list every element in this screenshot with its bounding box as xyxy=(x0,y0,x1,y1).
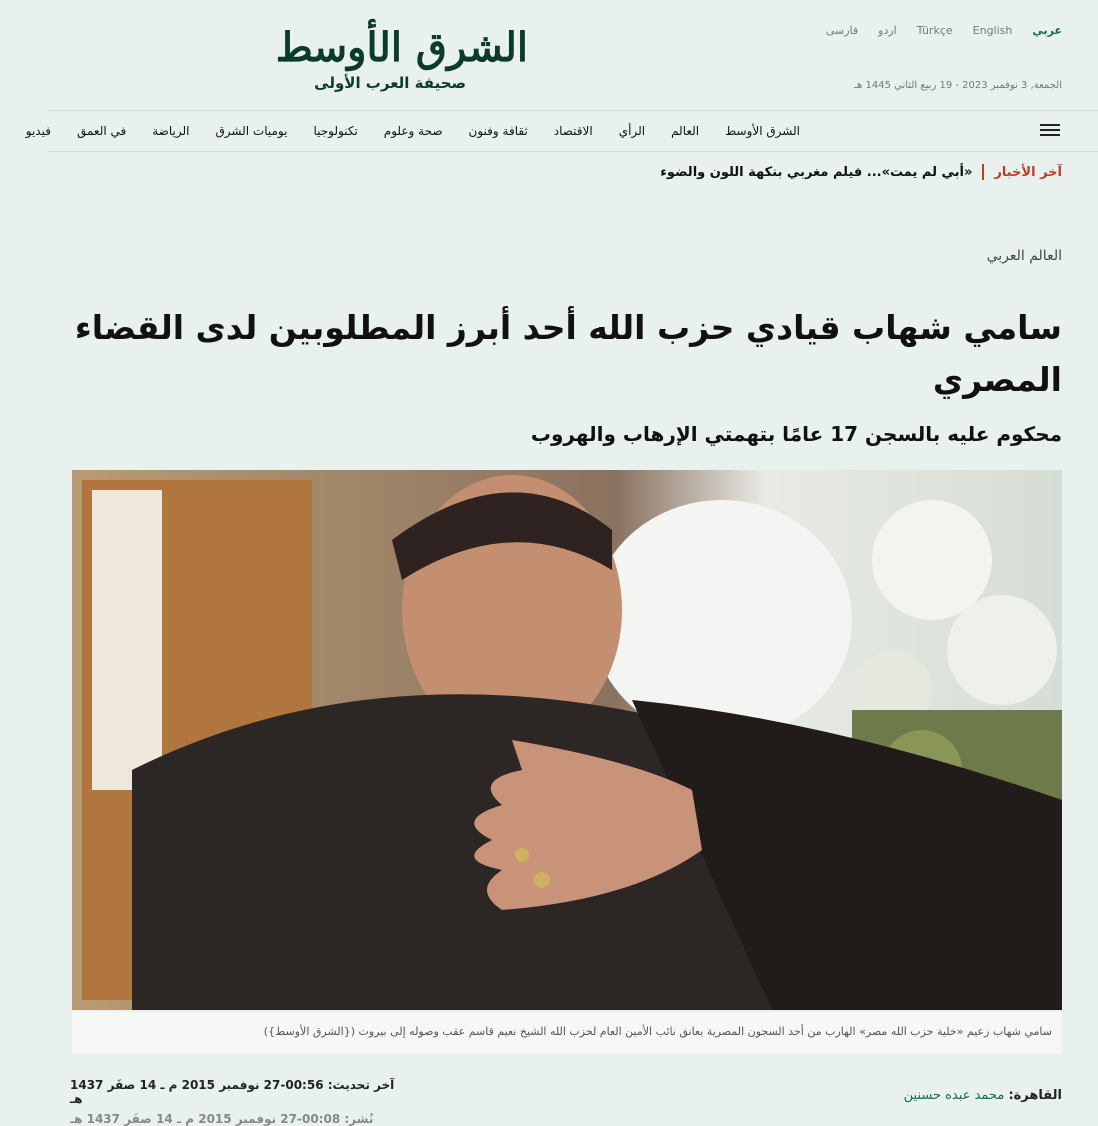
current-date: الجمعة, 3 نوفمبر 2023 - 19 ربيع الثاني 1445 هـ xyxy=(854,80,1062,91)
nav-item-daily[interactable]: يوميات الشرق xyxy=(215,124,288,138)
nav-item-in-depth[interactable]: في العمق xyxy=(76,124,127,138)
article-timestamps xyxy=(70,1078,400,1126)
language-switcher xyxy=(806,24,1062,37)
photo-caption: سامي شهاب زعيم «خلية حزب الله مصر» الهارب من أحد السجون المصرية يعانق نائب الأمين العام لحزب الله الشيخ نعيم قاسم عقب وصوله إلى بيروت ({الشرق الأوسط}) xyxy=(72,1012,1062,1054)
lang-farsi[interactable]: فارسی xyxy=(825,24,859,37)
lang-english[interactable]: English xyxy=(972,24,1013,37)
updated-time: آخر تحديث: 00:56-27 نوفمبر 2015 م ـ 14 صفَر 1437 هـ xyxy=(70,1078,395,1106)
nav-item-health[interactable]: صحة وعلوم xyxy=(383,124,443,138)
site-logo[interactable] xyxy=(236,24,528,96)
ticker-divider xyxy=(982,164,984,180)
nav-item-economy[interactable]: الاقتصاد xyxy=(553,124,593,138)
main-nav xyxy=(25,110,1098,152)
logo-wordmark xyxy=(276,24,528,72)
ticker-headline[interactable]: «أبي لم يمت»... فيلم مغربي بنكهة اللون والضوء xyxy=(660,164,973,180)
byline-city: القاهرة: xyxy=(1008,1088,1062,1103)
published-time: نُشر: 00:08-27 نوفمبر 2015 م ـ 14 صفَر 1437 هـ xyxy=(70,1112,374,1126)
news-ticker xyxy=(660,164,1062,180)
photo-illustration xyxy=(72,470,1062,1010)
logo-tagline: صحيفة العرب الأولى xyxy=(314,74,466,92)
article-section[interactable]: العالم العربي xyxy=(986,248,1062,264)
nav-item-middle-east[interactable]: الشرق الأوسط xyxy=(725,124,800,138)
article-byline xyxy=(904,1088,1062,1103)
article-title: سامي شهاب قيادي حزب الله أحد أبرز المطلوبين لدى القضاء المصري xyxy=(74,308,1062,399)
nav-item-culture[interactable]: ثقافة وفنون xyxy=(468,124,528,138)
lang-arabic[interactable]: عربي xyxy=(1032,24,1062,37)
nav-item-world[interactable]: العالم xyxy=(671,124,700,138)
lang-urdu[interactable]: اردو xyxy=(878,24,897,37)
ticker-label: آخر الأخبار xyxy=(994,164,1062,180)
byline-author[interactable]: محمد عبده حسنين xyxy=(903,1088,1005,1103)
lang-turkish[interactable]: Türkçe xyxy=(916,24,953,37)
nav-item-sports[interactable]: الرياضة xyxy=(152,124,190,138)
article-photo xyxy=(72,470,1062,1010)
article-subtitle: محكوم عليه بالسجن 17 عامًا بتهمتي الإرهاب والهروب xyxy=(530,422,1062,446)
logo-text: الشرق الأوسط xyxy=(275,24,528,71)
menu-icon[interactable] xyxy=(1040,121,1060,139)
site-header xyxy=(48,0,1098,110)
nav-item-opinion[interactable]: الرأي xyxy=(618,124,646,138)
nav-item-tech[interactable]: تكنولوجيا xyxy=(313,124,358,138)
nav-items xyxy=(0,111,800,151)
nav-item-video[interactable]: فيديو xyxy=(25,124,51,138)
